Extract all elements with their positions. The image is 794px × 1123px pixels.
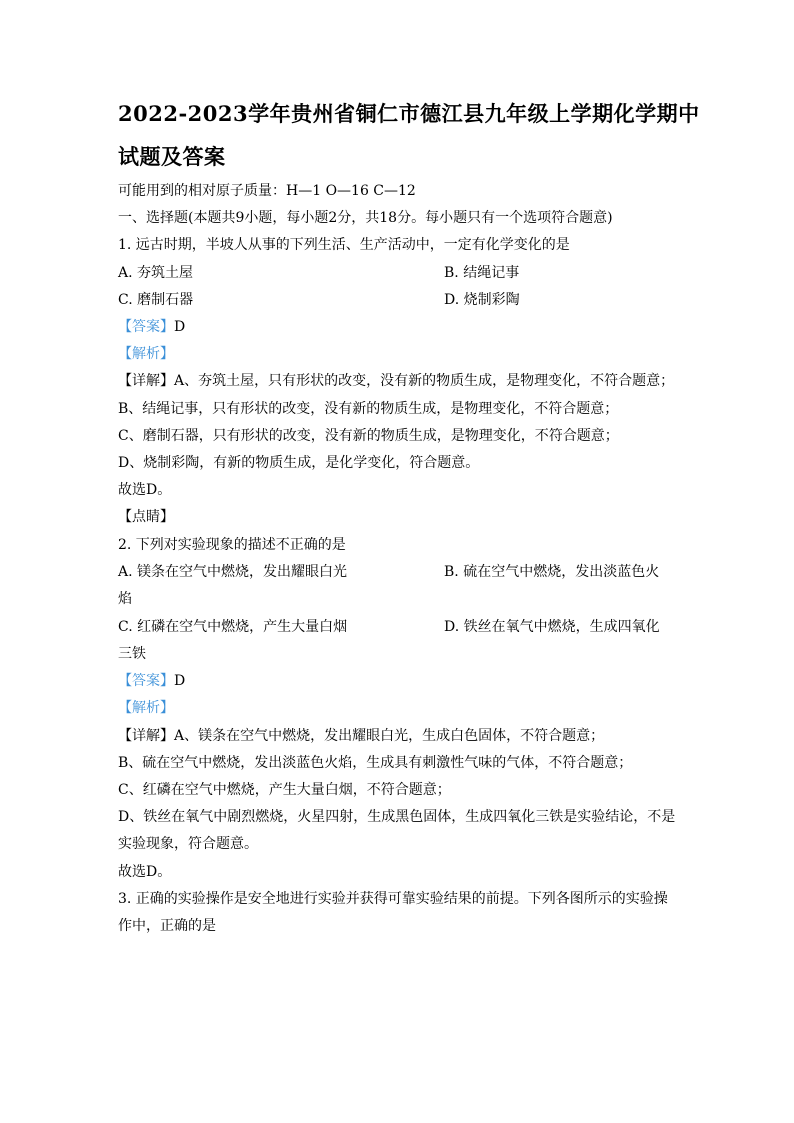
q2-option-d: D. 铁丝在氧气中燃烧，生成四氧化 — [444, 619, 660, 635]
answer-value: D — [174, 673, 186, 689]
q1-option-a: A. 夯筑土屋 — [118, 265, 194, 281]
q2-option-d-wrap: 三铁 — [118, 646, 146, 662]
answer-tag: 【答案】 — [118, 319, 174, 335]
q2-option-c: C. 红磷在空气中燃烧，产生大量白烟 — [118, 619, 348, 635]
q3-stem-line2: 作中，正确的是 — [118, 918, 216, 934]
doc-title-line1: 2022-2023学年贵州省铜仁市德江县九年级上学期化学期中 — [118, 101, 700, 126]
detail-text: A、镁条在空气中燃烧，发出耀眼白光，生成白色固体，不符合题意； — [174, 728, 605, 744]
q1-dianjing: 【点睛】 — [118, 509, 174, 525]
q1-conclusion: 故选D。 — [118, 482, 172, 498]
q2-analysis-tag: 【解析】 — [118, 700, 174, 716]
q1-option-c: C. 磨制石器 — [118, 292, 194, 308]
doc-title-line2: 试题及答案 — [118, 144, 226, 169]
answer-value: D — [174, 319, 186, 335]
q1-option-b: B. 结绳记事 — [444, 265, 520, 281]
q2-detail-4b: 实验现象，符合题意。 — [118, 836, 258, 852]
q2-conclusion: 故选D。 — [118, 864, 172, 880]
q1-answer — [118, 316, 185, 336]
q1-detail-4: D、烧制彩陶，有新的物质生成，是化学变化，符合题意。 — [118, 455, 480, 471]
detail-text: A、夯筑土屋，只有形状的改变，没有新的物质生成，是物理变化，不符合题意； — [174, 373, 675, 389]
q1-stem: 1. 远古时期，半坡人从事的下列生活、生产活动中，一定有化学变化的是 — [118, 237, 570, 253]
q2-option-a: A. 镁条在空气中燃烧，发出耀眼白光 — [118, 564, 348, 580]
detail-tag: 【详解】 — [118, 728, 174, 744]
q1-detail-3: C、磨制石器，只有形状的改变，没有新的物质生成，是物理变化，不符合题意； — [118, 428, 619, 444]
q1-analysis-tag: 【解析】 — [118, 346, 174, 362]
q2-detail-4a: D、铁丝在氧气中剧烈燃烧，火星四射，生成黑色固体，生成四氧化三铁是实验结论，不是 — [118, 809, 676, 825]
q1-option-d: D. 烧制彩陶 — [444, 292, 520, 308]
q2-detail-3: C、红磷在空气中燃烧，产生大量白烟，不符合题意； — [118, 782, 451, 798]
q2-detail-1 — [118, 725, 604, 745]
q2-option-b: B. 硫在空气中燃烧，发出淡蓝色火 — [444, 564, 660, 580]
q1-detail-2: B、结绳记事，只有形状的改变，没有新的物质生成，是物理变化，不符合题意； — [118, 401, 619, 417]
q2-option-b-wrap: 焰 — [118, 591, 132, 607]
detail-tag: 【详解】 — [118, 373, 174, 389]
q1-detail-1 — [118, 370, 674, 390]
q2-stem: 2. 下列对实验现象的描述不正确的是 — [118, 537, 346, 553]
q2-detail-2: B、硫在空气中燃烧，发出淡蓝色火焰，生成具有刺激性气味的气体，不符合题意； — [118, 755, 633, 771]
section-heading: 一、选择题(本题共9小题，每小题2分，共18分。每小题只有一个选项符合题意) — [118, 210, 613, 226]
q2-answer — [118, 670, 185, 690]
answer-tag: 【答案】 — [118, 673, 174, 689]
atomic-mass-note: 可能用到的相对原子质量：H—1 O—16 C—12 — [118, 183, 416, 199]
q3-stem-line1: 3. 正确的实验操作是安全地进行实验并获得可靠实验结果的前提。下列各图所示的实验操 — [118, 891, 668, 907]
